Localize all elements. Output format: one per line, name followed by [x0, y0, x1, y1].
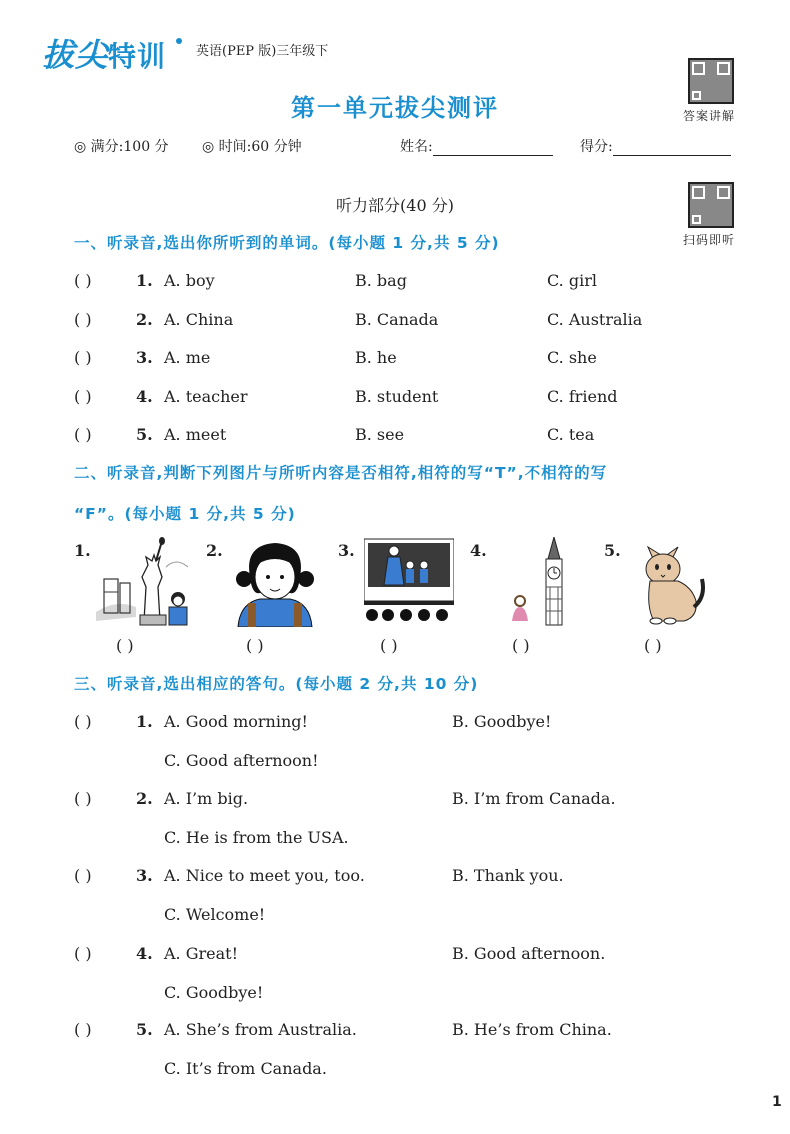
item-number: 4.	[136, 944, 153, 963]
score-line	[613, 140, 731, 156]
answer-blank[interactable]: ( )	[74, 789, 92, 808]
score-field[interactable]	[580, 136, 731, 156]
answer-blank[interactable]: ( )	[74, 310, 92, 329]
page-title: 第一单元拔尖测评	[291, 94, 499, 122]
option-a: A. me	[164, 348, 211, 367]
answer-blank[interactable]: ( )	[74, 866, 92, 885]
brand-logo	[42, 30, 166, 76]
option-a: A. teacher	[164, 387, 248, 406]
full-score-label: ◎ 满分:100 分	[74, 139, 169, 155]
option-c: C. she	[547, 348, 597, 367]
item-number: 3.	[136, 866, 153, 885]
answer-blank[interactable]: ( )	[74, 348, 92, 367]
item-number: 5.	[136, 1020, 153, 1039]
option-b: B. student	[355, 387, 439, 406]
option-a: A. Nice to meet you, too.	[164, 866, 365, 885]
option-a: A. She’s from Australia.	[164, 1020, 357, 1039]
item-number: 4.	[136, 387, 153, 406]
name-label: 姓名:	[400, 139, 433, 155]
answer-blank[interactable]: ( )	[74, 944, 92, 963]
item-number: 3.	[136, 348, 153, 367]
answer-blank[interactable]: ( )	[512, 636, 530, 655]
brand-logo-sub: 特训	[108, 40, 167, 73]
cat-icon	[634, 537, 708, 627]
picture-number: 2.	[206, 541, 223, 560]
item-number: 5.	[136, 425, 153, 444]
option-b: B. see	[355, 425, 405, 444]
qr-listen-label: 扫码即听	[683, 233, 736, 247]
option-a: A. boy	[164, 271, 215, 290]
option-c: C. Australia	[547, 310, 643, 329]
qr-code-listen[interactable]	[688, 182, 734, 228]
option-b: B. I’m from Canada.	[452, 789, 616, 808]
answer-blank[interactable]: ( )	[246, 636, 264, 655]
option-c: C. friend	[547, 387, 618, 406]
option-c: C. It’s from Canada.	[164, 1059, 327, 1078]
option-c: C. girl	[547, 271, 597, 290]
score-label: 得分:	[580, 139, 613, 155]
statue-of-liberty-icon	[96, 537, 192, 627]
answer-blank[interactable]: ( )	[74, 1020, 92, 1039]
answer-blank[interactable]: ( )	[74, 712, 92, 731]
item-number: 1.	[136, 271, 153, 290]
part2-heading-line1: 二、听录音,判断下列图片与所听内容是否相符,相符的写“T”,不相符的写	[74, 464, 608, 482]
teacher-and-students-icon	[364, 537, 454, 627]
option-b: B. he	[355, 348, 397, 367]
subject-label: 英语(PEP 版)三年级下	[196, 44, 329, 59]
item-number: 2.	[136, 310, 153, 329]
option-c: C. Welcome!	[164, 905, 266, 924]
header-dot	[176, 38, 182, 44]
item-number: 2.	[136, 789, 153, 808]
part2-heading-line2: “F”。(每小题 1 分,共 5 分)	[74, 505, 296, 523]
picture-number: 4.	[470, 541, 487, 560]
qr-answer-label: 答案讲解	[683, 109, 736, 123]
picture-number: 3.	[338, 541, 355, 560]
big-ben-icon	[502, 537, 574, 627]
picture-number: 5.	[604, 541, 621, 560]
picture-number: 1.	[74, 541, 91, 560]
option-c: C. He is from the USA.	[164, 828, 349, 847]
page-number: 1	[772, 1094, 782, 1110]
option-b: B. He’s from China.	[452, 1020, 612, 1039]
item-number: 1.	[136, 712, 153, 731]
option-b: B. Canada	[355, 310, 439, 329]
option-a: A. meet	[164, 425, 227, 444]
time-label: ◎ 时间:60 分钟	[202, 139, 302, 155]
option-a: A. Great!	[164, 944, 239, 963]
option-c: C. tea	[547, 425, 595, 444]
option-c: C. Good afternoon!	[164, 751, 319, 770]
brand-logo-main: 拔尖	[42, 36, 109, 74]
answer-blank[interactable]: ( )	[74, 387, 92, 406]
option-a: A. China	[164, 310, 234, 329]
answer-blank[interactable]: ( )	[116, 636, 134, 655]
answer-blank[interactable]: ( )	[380, 636, 398, 655]
option-b: B. Good afternoon.	[452, 944, 606, 963]
answer-blank[interactable]: ( )	[74, 271, 92, 290]
part1-heading: 一、听录音,选出你所听到的单词。(每小题 1 分,共 5 分)	[74, 234, 500, 252]
option-c: C. Goodbye!	[164, 983, 264, 1002]
answer-blank[interactable]: ( )	[644, 636, 662, 655]
listening-heading: 听力部分(40 分)	[336, 196, 454, 215]
option-b: B. Goodbye!	[452, 712, 552, 731]
option-a: A. I’m big.	[164, 789, 249, 808]
option-b: B. bag	[355, 271, 407, 290]
girl-with-backpack-icon	[230, 537, 320, 627]
answer-blank[interactable]: ( )	[74, 425, 92, 444]
name-line	[433, 140, 553, 156]
name-field[interactable]	[400, 136, 553, 156]
option-a: A. Good morning!	[164, 712, 308, 731]
option-b: B. Thank you.	[452, 866, 564, 885]
part3-heading: 三、听录音,选出相应的答句。(每小题 2 分,共 10 分)	[74, 675, 479, 693]
